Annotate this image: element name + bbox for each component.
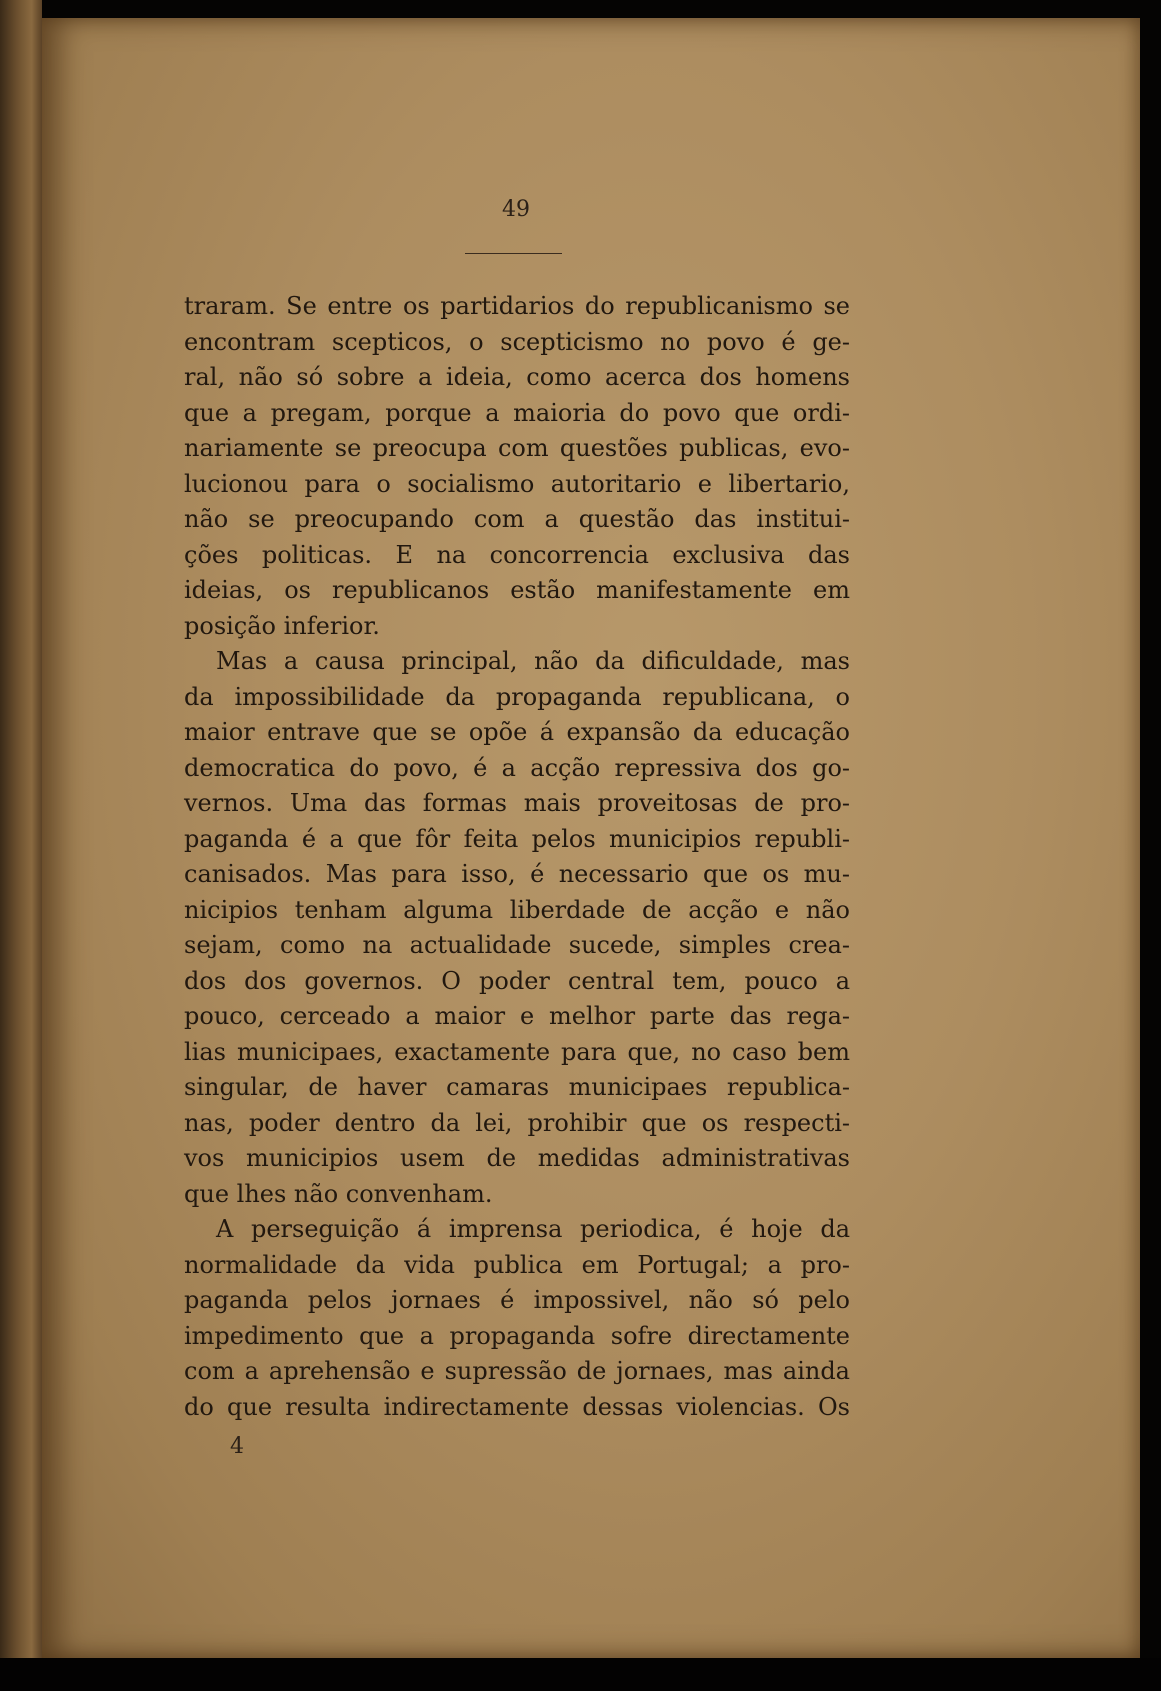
text-line: nariamente se preocupa com questões publicas, evo- xyxy=(184,434,850,462)
text-line: paganda pelos jornaes é impossivel, não só pelo xyxy=(184,1286,850,1314)
text-line: lias municipaes, exactamente para que, no caso bem xyxy=(184,1037,850,1066)
text-line: dos dos governos. O poder central tem, pouco a xyxy=(184,966,850,995)
text-line: pouco, cerceado a maior e melhor parte das rega- xyxy=(184,1002,850,1030)
text-line: não se preocupando com a questão das institui- xyxy=(184,505,850,533)
text-line: traram. Se entre os partidarios do republicanismo se xyxy=(184,292,850,320)
text-line: paganda é a que fôr feita pelos municipios republi- xyxy=(184,824,850,853)
text-line: da impossibilidade da propaganda republicana, o xyxy=(184,682,850,711)
header-rule xyxy=(465,253,562,254)
text-line: impedimento que a propaganda sofre directamente xyxy=(184,1321,850,1350)
text-line: ral, não só sobre a ideia, como acerca dos homens xyxy=(184,363,850,391)
text-line: vernos. Uma das formas mais proveitosas de pro- xyxy=(184,789,850,817)
text-line: lucionou para o socialismo autoritario e libertario, xyxy=(184,469,850,498)
text-line: ções politicas. E na concorrencia exclusiva das xyxy=(184,540,850,569)
text-line: que a pregam, porque a maioria do povo que ordi- xyxy=(184,398,850,427)
text-line: com a aprehensão e supressão de jornaes, mas ainda xyxy=(184,1357,850,1385)
book-spine xyxy=(0,0,42,1691)
text-line: normalidade da vida publica em Portugal; a pro- xyxy=(184,1250,850,1279)
text-line: nas, poder dentro da lei, prohibir que os respecti- xyxy=(184,1108,850,1137)
text-line: A perseguição á imprensa periodica, é hoje da xyxy=(216,1215,850,1243)
text-line: democratica do povo, é a acção repressiva dos go- xyxy=(184,753,850,782)
text-line: que lhes não convenham. xyxy=(184,1179,493,1208)
text-line: maior entrave que se opõe á expansão da educação xyxy=(184,718,850,746)
text-line: canisados. Mas para isso, é necessario que os mu- xyxy=(184,860,850,888)
body-text xyxy=(184,289,850,1425)
signature-mark: 4 xyxy=(230,1434,244,1459)
text-line: sejam, como na actualidade sucede, simples crea- xyxy=(184,931,850,959)
text-line: Mas a causa principal, não da dificuldade, mas xyxy=(216,647,850,675)
text-line: singular, de haver camaras municipaes republica- xyxy=(184,1073,850,1101)
text-line: nicipios tenham alguma liberdade de acção e não xyxy=(184,895,850,924)
text-line: do que resulta indirectamente dessas violencias. Os xyxy=(184,1392,850,1421)
scan-bottom-edge xyxy=(0,1658,1161,1691)
page-number: 49 xyxy=(502,197,530,222)
text-line: ideias, os republicanos estão manifestamente em xyxy=(184,576,850,604)
text-line: encontram scepticos, o scepticismo no povo é ge- xyxy=(184,327,850,356)
text-line: vos municipios usem de medidas administrativas xyxy=(184,1144,850,1172)
text-line: posição inferior. xyxy=(184,611,380,640)
